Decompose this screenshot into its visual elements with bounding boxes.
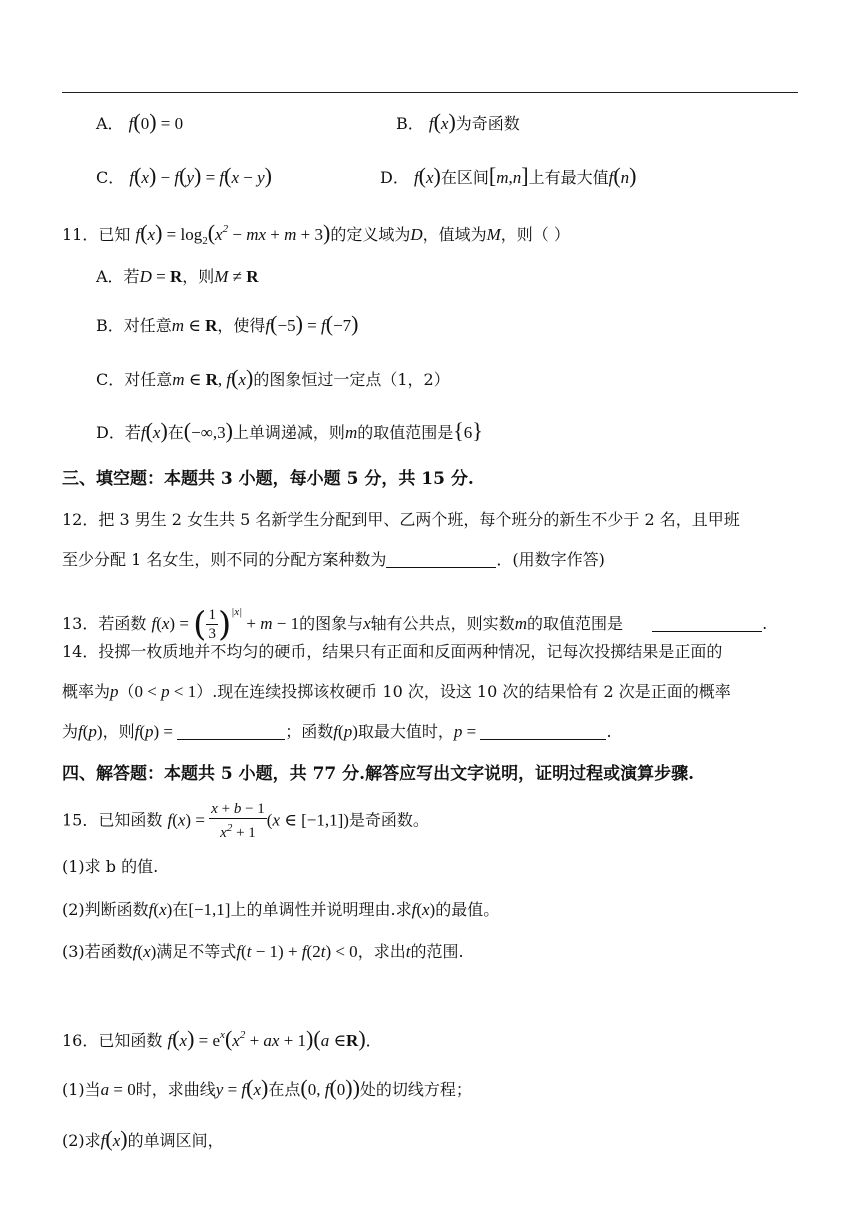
q15-part-2: (2)判断函数f(x)在[−1,1]上的单调性并说明理由.求f(x)的最值。: [62, 900, 500, 919]
q14-line-2: 概率为p（0 < p < 1）.现在连续投掷该枚硬币 10 次，设这 10 次的结果恰有 2 次是正面的概率: [62, 682, 731, 701]
q14-line-1: 14．投掷一枚质地并不均匀的硬币，结果只有正面和反面两种情况，记每次投掷结果是正面的: [62, 642, 723, 661]
q11-option-d: D．若f(x)在(−∞,3)上单调递减，则m的取值范围是{6}: [96, 418, 483, 443]
q16-stem: 16．已知函数 $f(x) = e^x(x^2$ + ax + 1)(a ∈R)．: [62, 1026, 382, 1051]
q13-answer-blank[interactable]: [652, 613, 762, 632]
q14-line-3: 为f(p)，则f(p) = ；函数f(p)取最大值时，p = .: [62, 722, 612, 741]
section-3-title: 三、填空题：本题共 3 小题，每小题 5 分，共 15 分.: [62, 469, 474, 489]
q10-option-b: B． f(x)为奇函数: [396, 109, 520, 134]
q15-part-1: (1)求 b 的值.: [62, 857, 159, 876]
q15-part-3: (3)若函数f(x)满足不等式f(t − 1) + f(2t) < 0，求出t的范围.: [62, 942, 464, 961]
top-rule: [62, 92, 798, 93]
q16-part-1: (1)当a = 0时，求曲线y = f(x)在点(0, f(0))处的切线方程；: [62, 1075, 472, 1100]
q10-option-a: A． f(0) = 0: [96, 109, 184, 134]
section-4-title: 四、解答题：本题共 5 小题，共 77 分.解答应写出文字说明，证明过程或演算步骤.: [62, 764, 694, 784]
q11-stem: 11．已知 $f(x) = \log_2(x^2$ − mx + m + 3)的定义域为D，值域为M，则（ ）: [62, 220, 570, 247]
q11-option-b: B．对任意m ∈ R，使得f(−5) = f(−7): [96, 311, 359, 336]
q12-line-1: 12．把 3 男生 2 女生共 5 名新学生分配到甲、乙两个班，每个班分的新生不少于 2 名，且甲班: [62, 510, 740, 529]
q16-part-2: (2)求f(x)的单调区间，: [62, 1126, 224, 1151]
q12-answer-blank[interactable]: [386, 549, 496, 568]
q10-option-d: D． f(x)在区间[m,n]上有最大值f(n): [380, 163, 637, 188]
q14-answer-blank-1[interactable]: [177, 721, 285, 740]
q14-answer-blank-2[interactable]: [480, 721, 606, 740]
q13-stem: 13．若函数 f(x) = ( $\frac{1}{3}$ )$^{|x|}$ + m − 1的图象与x轴有公共点，则实数m的取值范围是 .: [62, 604, 768, 645]
q10-option-c: C． f(x) − f(y) = f(x − y): [96, 163, 272, 188]
q11-option-a: A．若D = R，则M ≠ R: [96, 267, 259, 286]
q11-option-c: C．对任意m ∈ R, f(x)的图象恒过一定点（1，2）: [96, 365, 450, 390]
q12-line-2: 至少分配 1 名女生，则不同的分配方案种数为 ．(用数字作答): [62, 550, 605, 569]
q15-stem: 15．已知函数 f(x) = $\frac{x + b - 1}{x^2 + 1}$ (x ∈ [−1,1])是奇函数。: [62, 801, 429, 841]
